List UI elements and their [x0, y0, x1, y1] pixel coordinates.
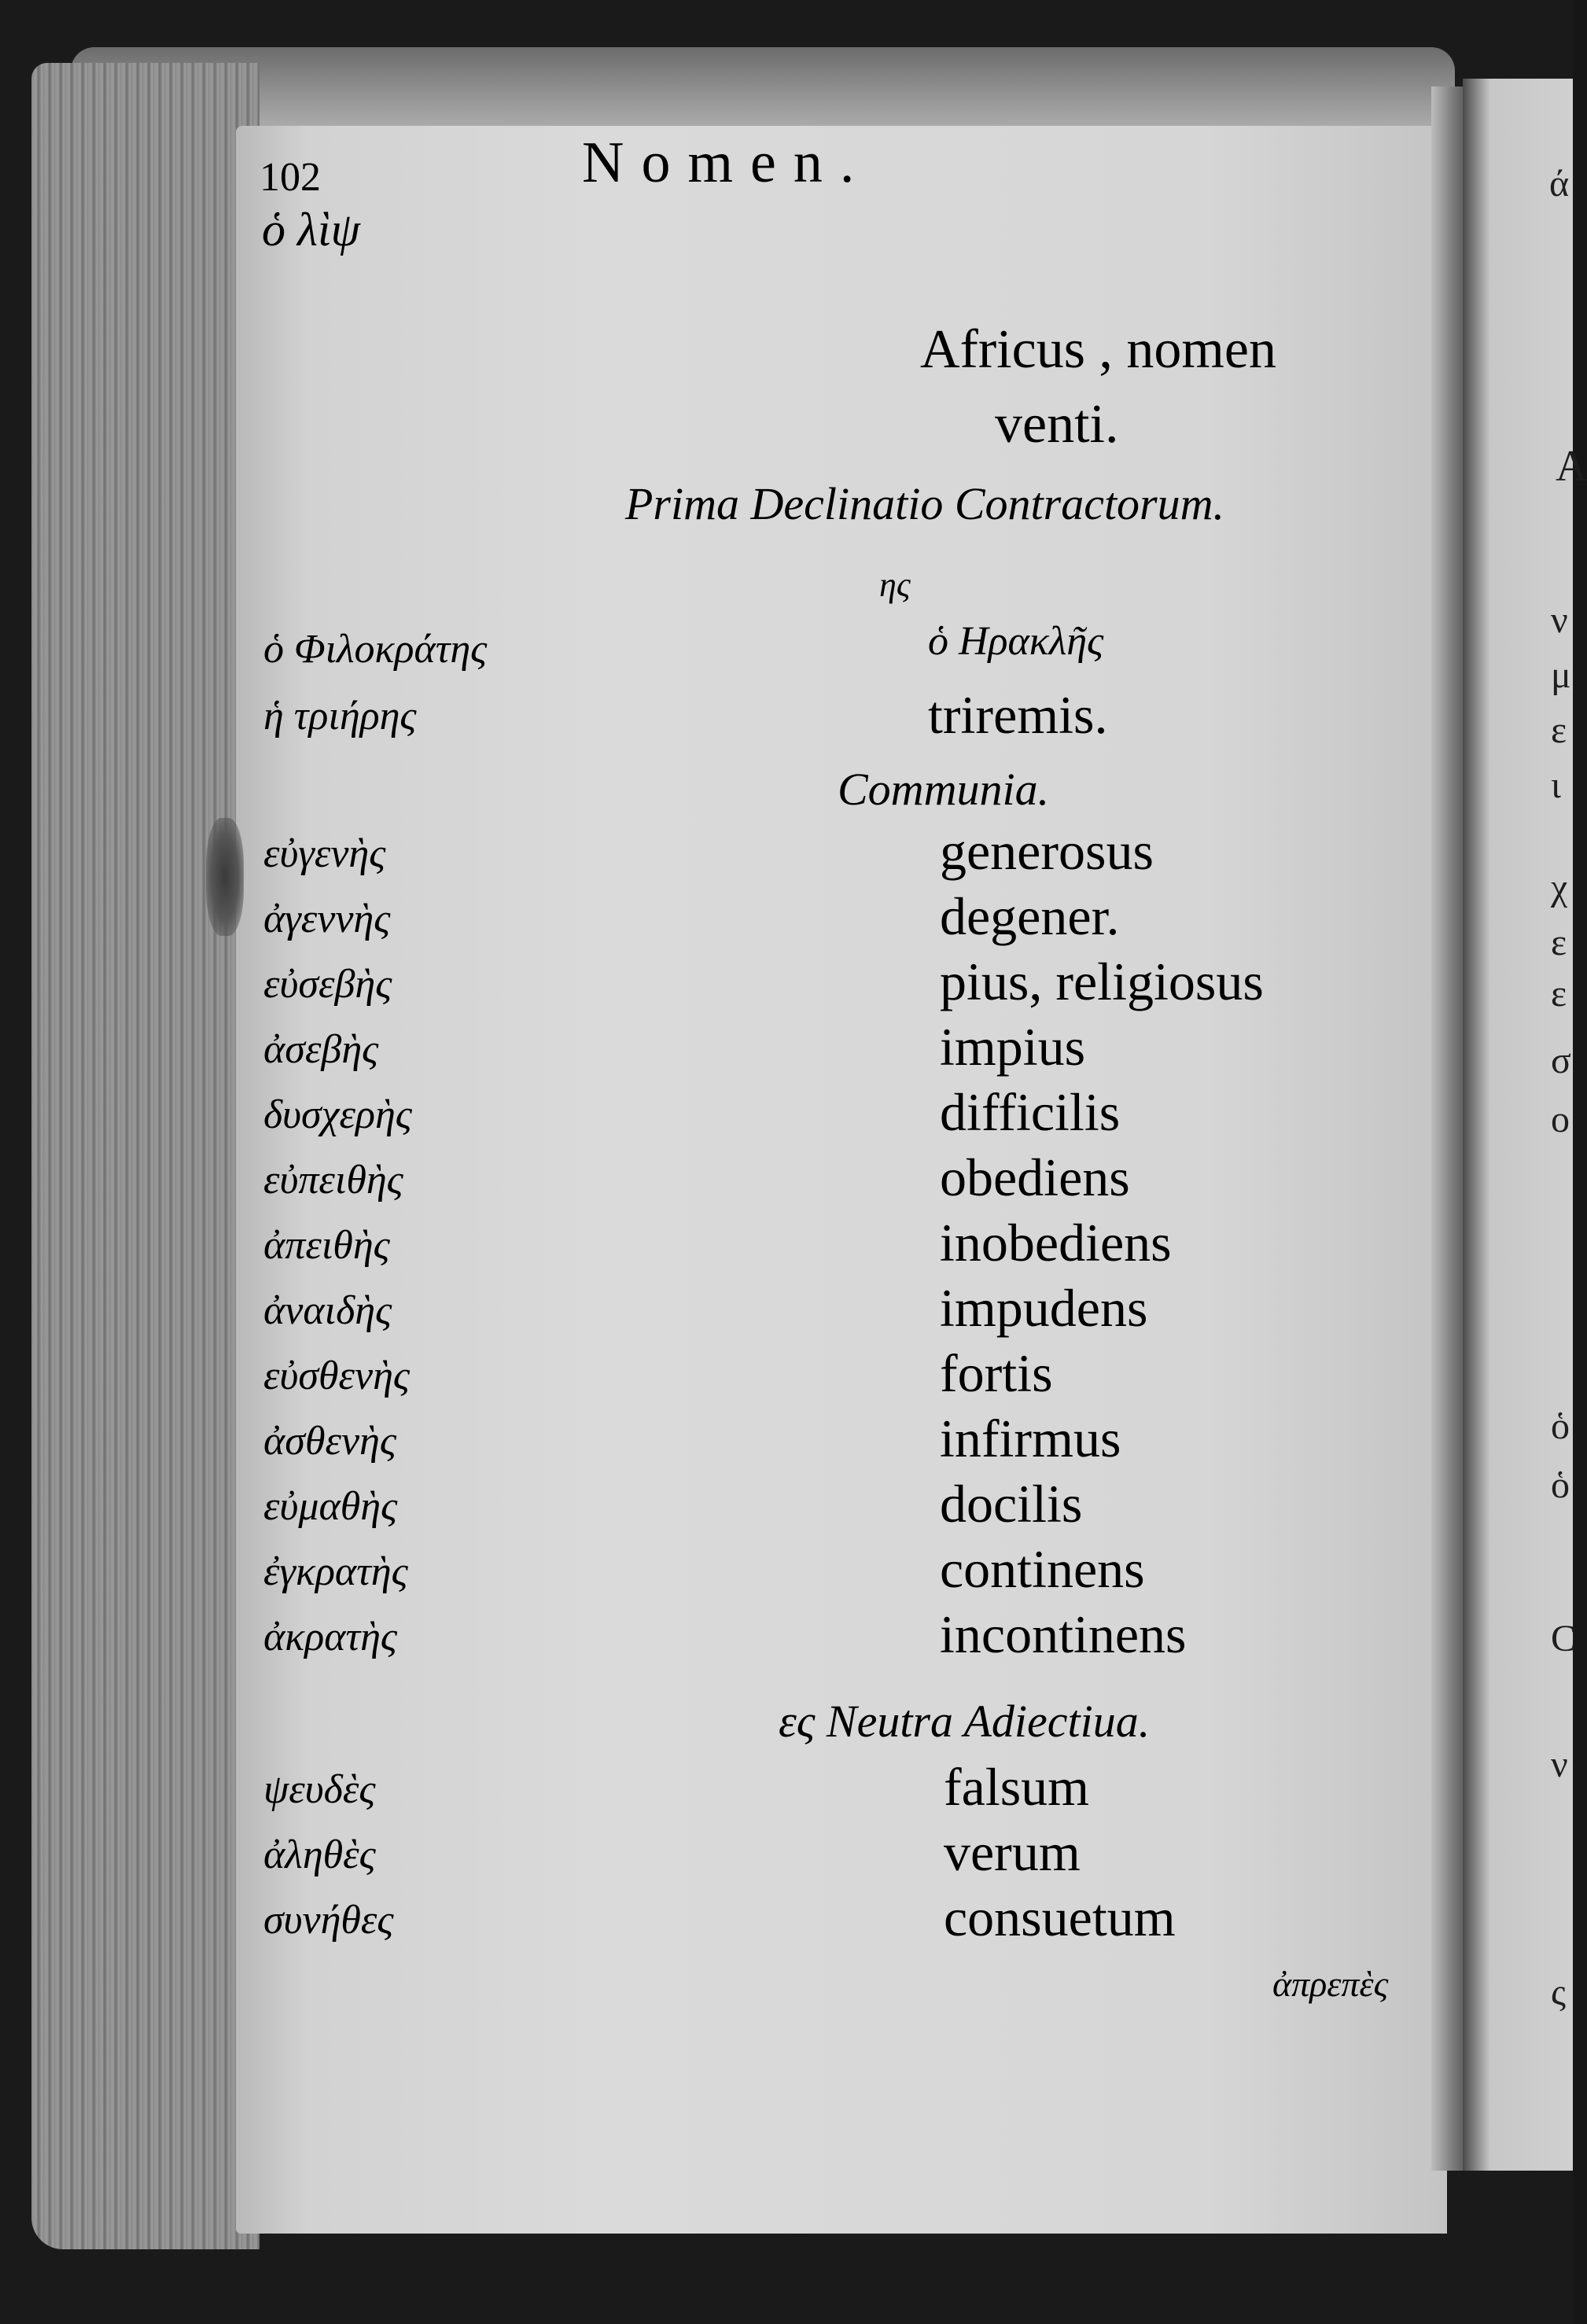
section-prima-declinatio: Prima Declinatio Contractorum. — [625, 478, 1225, 529]
intro-entry-latin-line2: venti. — [995, 394, 1119, 455]
proper-entry-latin: triremis. — [928, 685, 1108, 745]
facing-page-glyph: σ — [1551, 1040, 1571, 1081]
neutra-entry-greek: ἀληθὲς — [263, 1832, 376, 1877]
facing-page-glyph: ὁ — [1551, 1405, 1570, 1447]
facing-page-glyph: ο — [1551, 1099, 1570, 1140]
running-head: Nomen. — [582, 131, 872, 195]
proper-entry-greek: ἡ τριήρης — [263, 694, 417, 738]
neutra-entry-greek: συνήθες — [263, 1898, 394, 1943]
communia-entry-greek: ἀπειθὴς — [263, 1223, 390, 1268]
communia-entry-latin: continens — [940, 1539, 1145, 1599]
communia-entry-latin: obediens — [940, 1147, 1130, 1207]
communia-entry-latin: pius, religiosus — [940, 952, 1264, 1011]
section-communia: Communia. — [838, 764, 1050, 815]
communia-entry-greek: ἀσθενὴς — [263, 1419, 396, 1464]
communia-entry-greek: ἀναιδὴς — [263, 1288, 392, 1333]
communia-entry-latin: difficilis — [940, 1082, 1121, 1142]
facing-page-glyph: ν — [1551, 599, 1568, 641]
facing-page-glyph: Α — [1556, 442, 1587, 491]
communia-entry-greek: εὐμαθὴς — [263, 1484, 398, 1529]
facing-page-glyph: ς — [1551, 1972, 1567, 2013]
communia-entry-latin: generosus — [940, 821, 1154, 881]
facing-page — [1463, 79, 1587, 2171]
page-number: 102 — [260, 155, 321, 200]
communia-entry-greek: εὐσεβὴς — [263, 962, 392, 1007]
facing-page-glyph: ε — [1551, 973, 1567, 1015]
proper-entry-greek: ὁ Φιλοκράτης — [263, 627, 488, 672]
proper-entry-latin: ὁ Ηρακλῆς — [928, 619, 1104, 664]
facing-page-glyph: ά — [1549, 163, 1570, 204]
communia-entry-latin: incontinens — [940, 1604, 1187, 1664]
book-page — [236, 126, 1447, 2234]
facing-page-glyph: μ — [1551, 654, 1571, 696]
facing-page-glyph: ν — [1551, 1744, 1568, 1785]
communia-entry-greek: ἀγεννὴς — [263, 897, 391, 941]
communia-entry-greek: ἐγκρατὴς — [263, 1549, 408, 1594]
communia-entry-latin: inobediens — [940, 1213, 1172, 1272]
communia-entry-greek: ἀκρατὴς — [263, 1615, 398, 1659]
facing-page-glyph: C — [1551, 1618, 1577, 1659]
facing-page-glyph: ε — [1551, 922, 1567, 963]
intro-entry-latin-line1: Africus , nomen — [920, 319, 1276, 380]
communia-entry-latin: docilis — [940, 1474, 1083, 1534]
intro-entry-greek: ὁ λὶψ — [262, 204, 360, 256]
communia-entry-latin: infirmus — [940, 1409, 1121, 1468]
neutra-entry-latin: consuetum — [944, 1888, 1176, 1947]
communia-entry-greek: εὐσθενὴς — [263, 1354, 411, 1398]
communia-entry-greek: εὐπειθὴς — [263, 1158, 403, 1203]
facing-page-glyph: ε — [1551, 709, 1567, 751]
neutra-entry-greek: ψευδὲς — [263, 1767, 376, 1812]
facing-page-glyph: ὁ — [1551, 1464, 1570, 1506]
catchword: ἀπρεπὲς — [1272, 1964, 1389, 2004]
communia-entry-latin: degener. — [940, 886, 1120, 946]
ending-label: ης — [879, 565, 911, 604]
facing-page-glyph: ι — [1551, 764, 1561, 806]
communia-entry-latin: impudens — [940, 1278, 1148, 1338]
communia-entry-latin: impius — [940, 1017, 1086, 1077]
facing-page-glyph: χ — [1551, 867, 1568, 908]
ink-blot — [206, 818, 244, 936]
communia-entry-greek: εὐγενὴς — [263, 831, 386, 876]
section-neutra-adiectiua: ες Neutra Adiectiua. — [779, 1696, 1151, 1747]
neutra-entry-latin: verum — [944, 1822, 1081, 1882]
neutra-entry-latin: falsum — [944, 1757, 1090, 1817]
page-stack-edge — [31, 63, 260, 2249]
communia-entry-greek: ἀσεβὴς — [263, 1027, 379, 1072]
communia-entry-greek: δυσχερὴς — [263, 1092, 412, 1137]
communia-entry-latin: fortis — [940, 1343, 1053, 1403]
